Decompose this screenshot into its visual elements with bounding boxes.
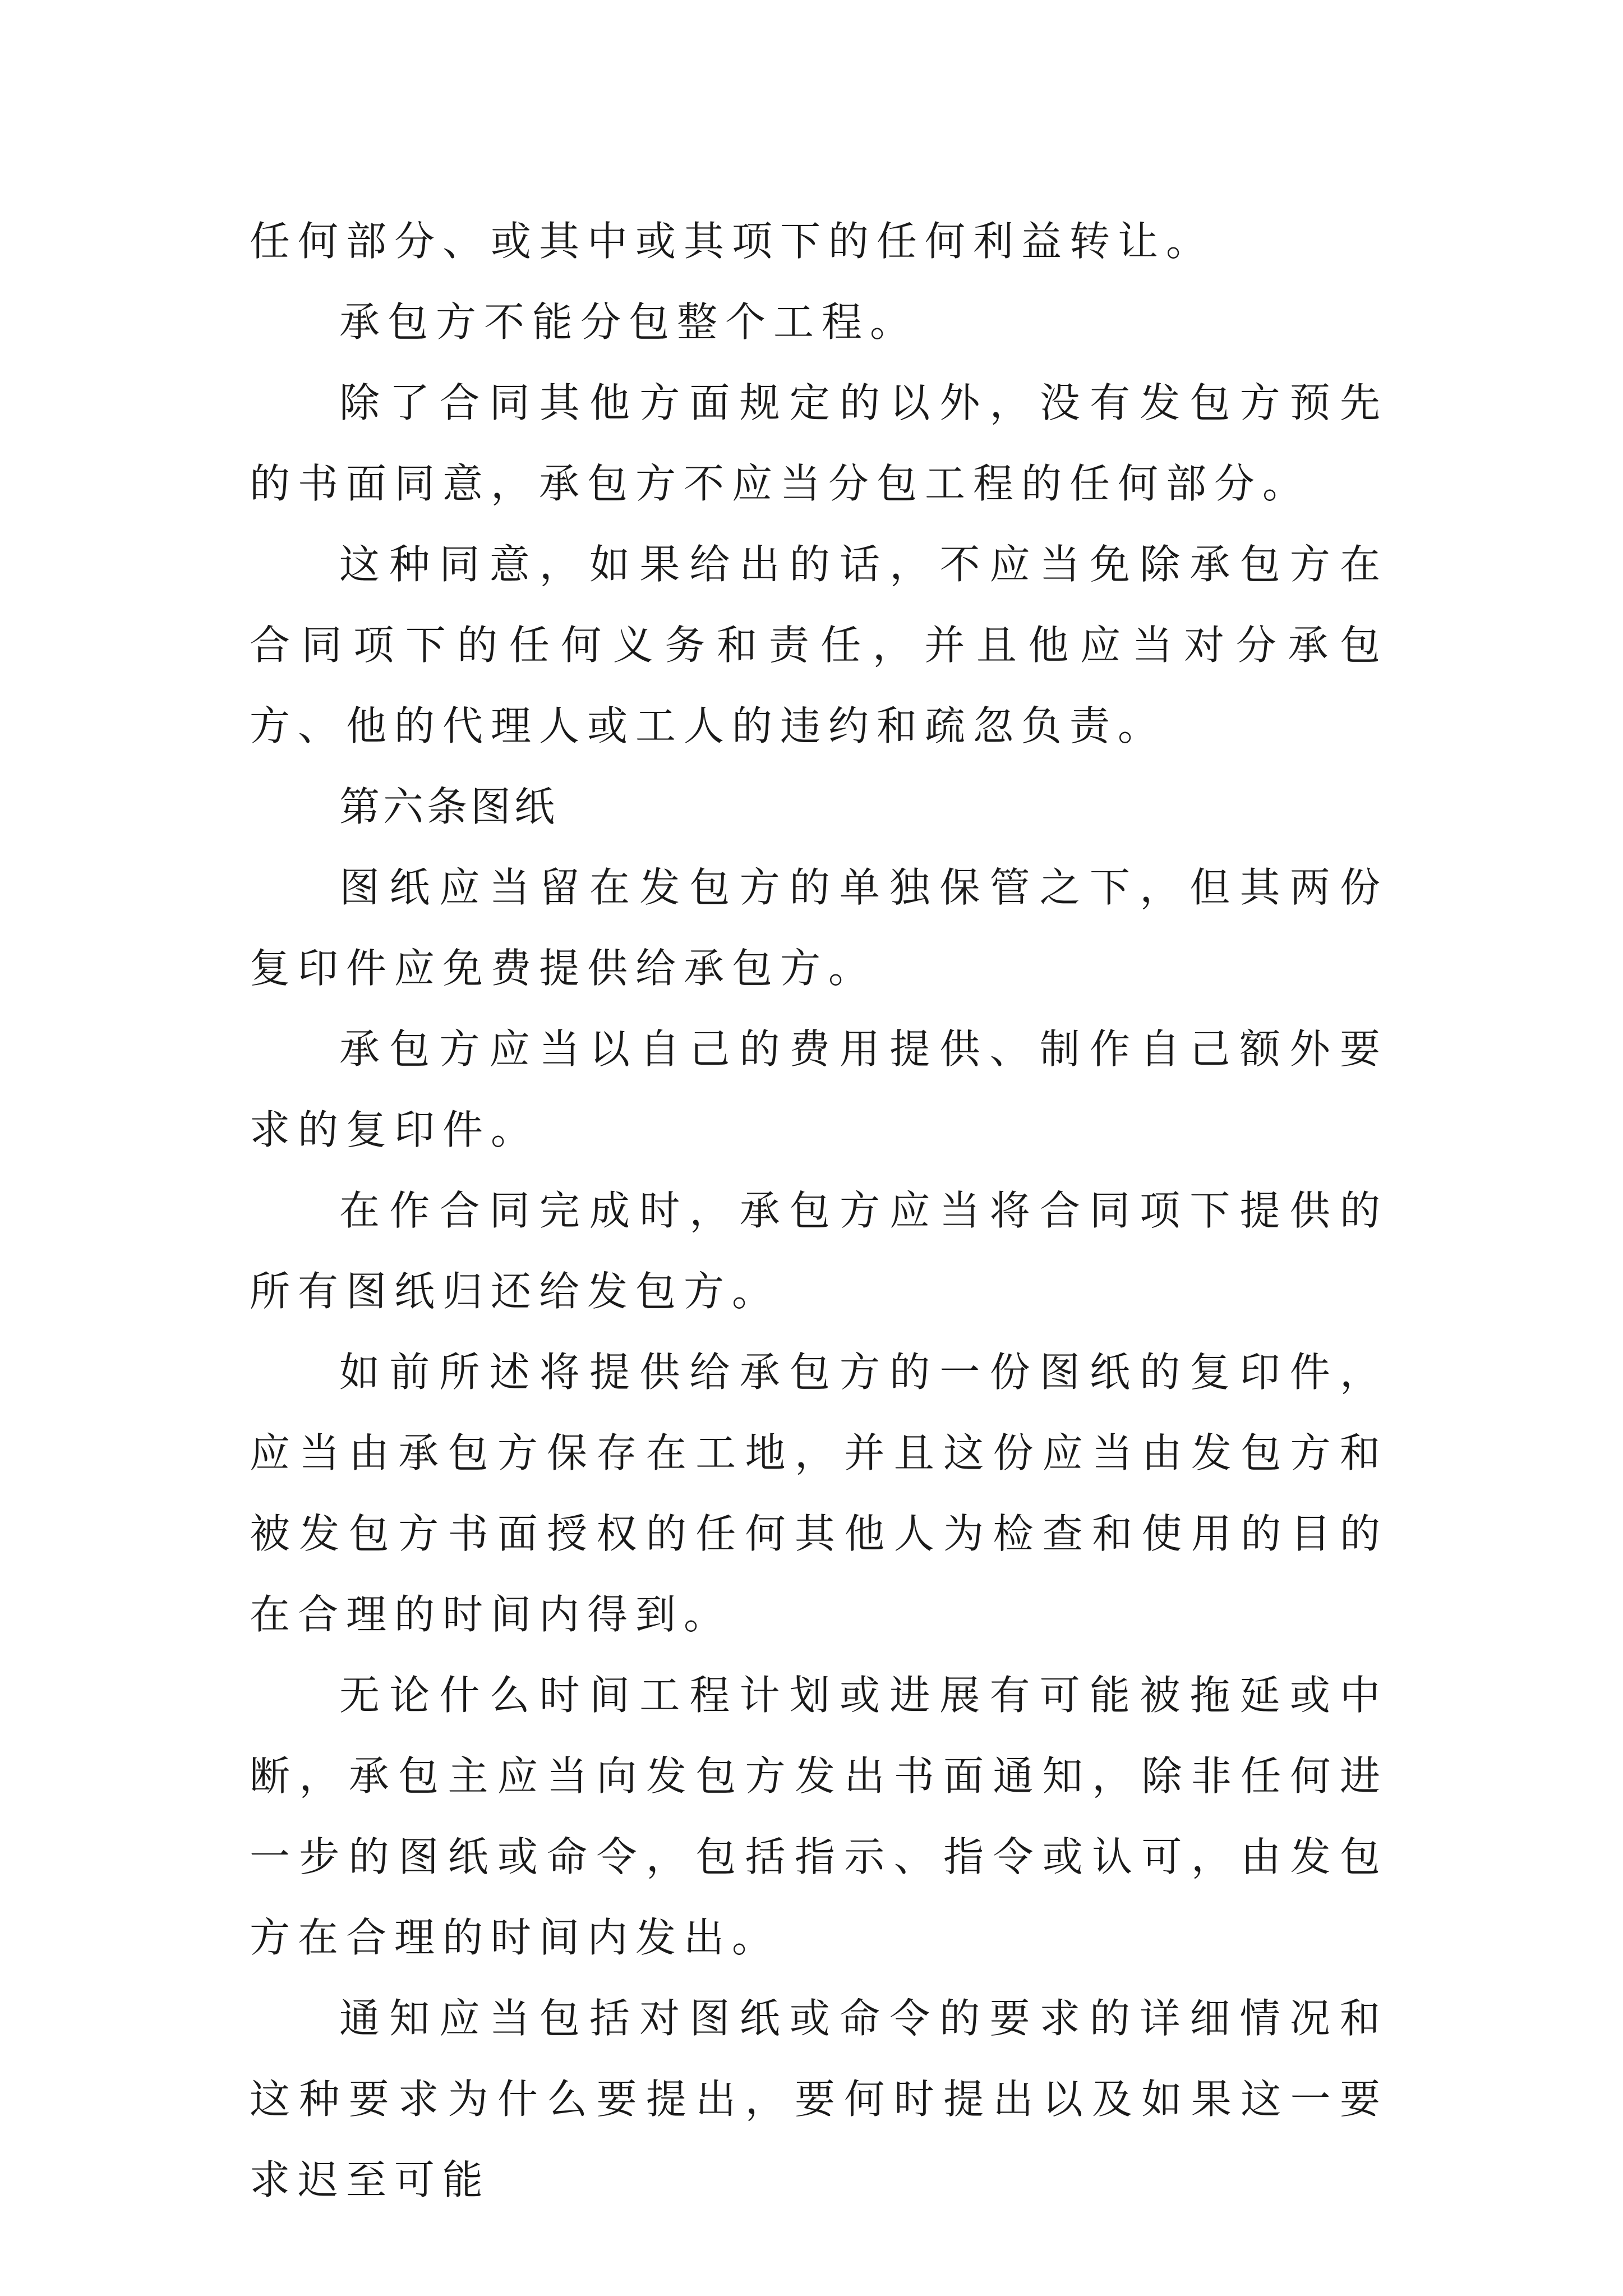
document-body [250, 201, 1388, 2220]
paragraph: 除了合同其他方面规定的以外，没有发包方预先的书面同意，承包方不应当分包工程的任何部分。 [250, 379, 1388, 507]
paragraph: 图纸应当留在发包方的单独保管之下，但其两份复印件应免费提供给承包方。 [250, 864, 1388, 992]
paragraph: 在作合同完成时，承包方应当将合同项下提供的所有图纸归还给发包方。 [250, 1187, 1388, 1315]
paragraph: 承包方应当以自己的费用提供、制作自己额外要求的复印件。 [250, 1025, 1388, 1153]
paragraph: 承包方不能分包整个工程。 [339, 298, 919, 346]
section-heading: 第六条图纸 [339, 783, 559, 830]
paragraph: 通知应当包括对图纸或命令的要求的详细情况和这种要求为什么要提出，要何时提出以及如果这一要求迟至可能 [250, 1995, 1388, 2203]
paragraph-continuation: 任何部分、或其中或其项下的任何利益转让。 [250, 218, 1215, 265]
paragraph: 无论什么时间工程计划或进展有可能被拖延或中断，承包主应当向发包方发出书面通知，除非任何进一步的图纸或命令，包括指示、指令或认可，由发包方在合理的时间内发出。 [250, 1672, 1388, 1961]
paragraph: 这种同意，如果给出的话，不应当免除承包方在合同项下的任何义务和责任，并且他应当对分承包方、他的代理人或工人的违约和疏忽负责。 [250, 541, 1388, 749]
paragraph: 如前所述将提供给承包方的一份图纸的复印件，应当由承包方保存在工地，并且这份应当由发包方和被发包方书面授权的任何其他人为检查和使用的目的在合理的时间内得到。 [250, 1349, 1388, 1638]
